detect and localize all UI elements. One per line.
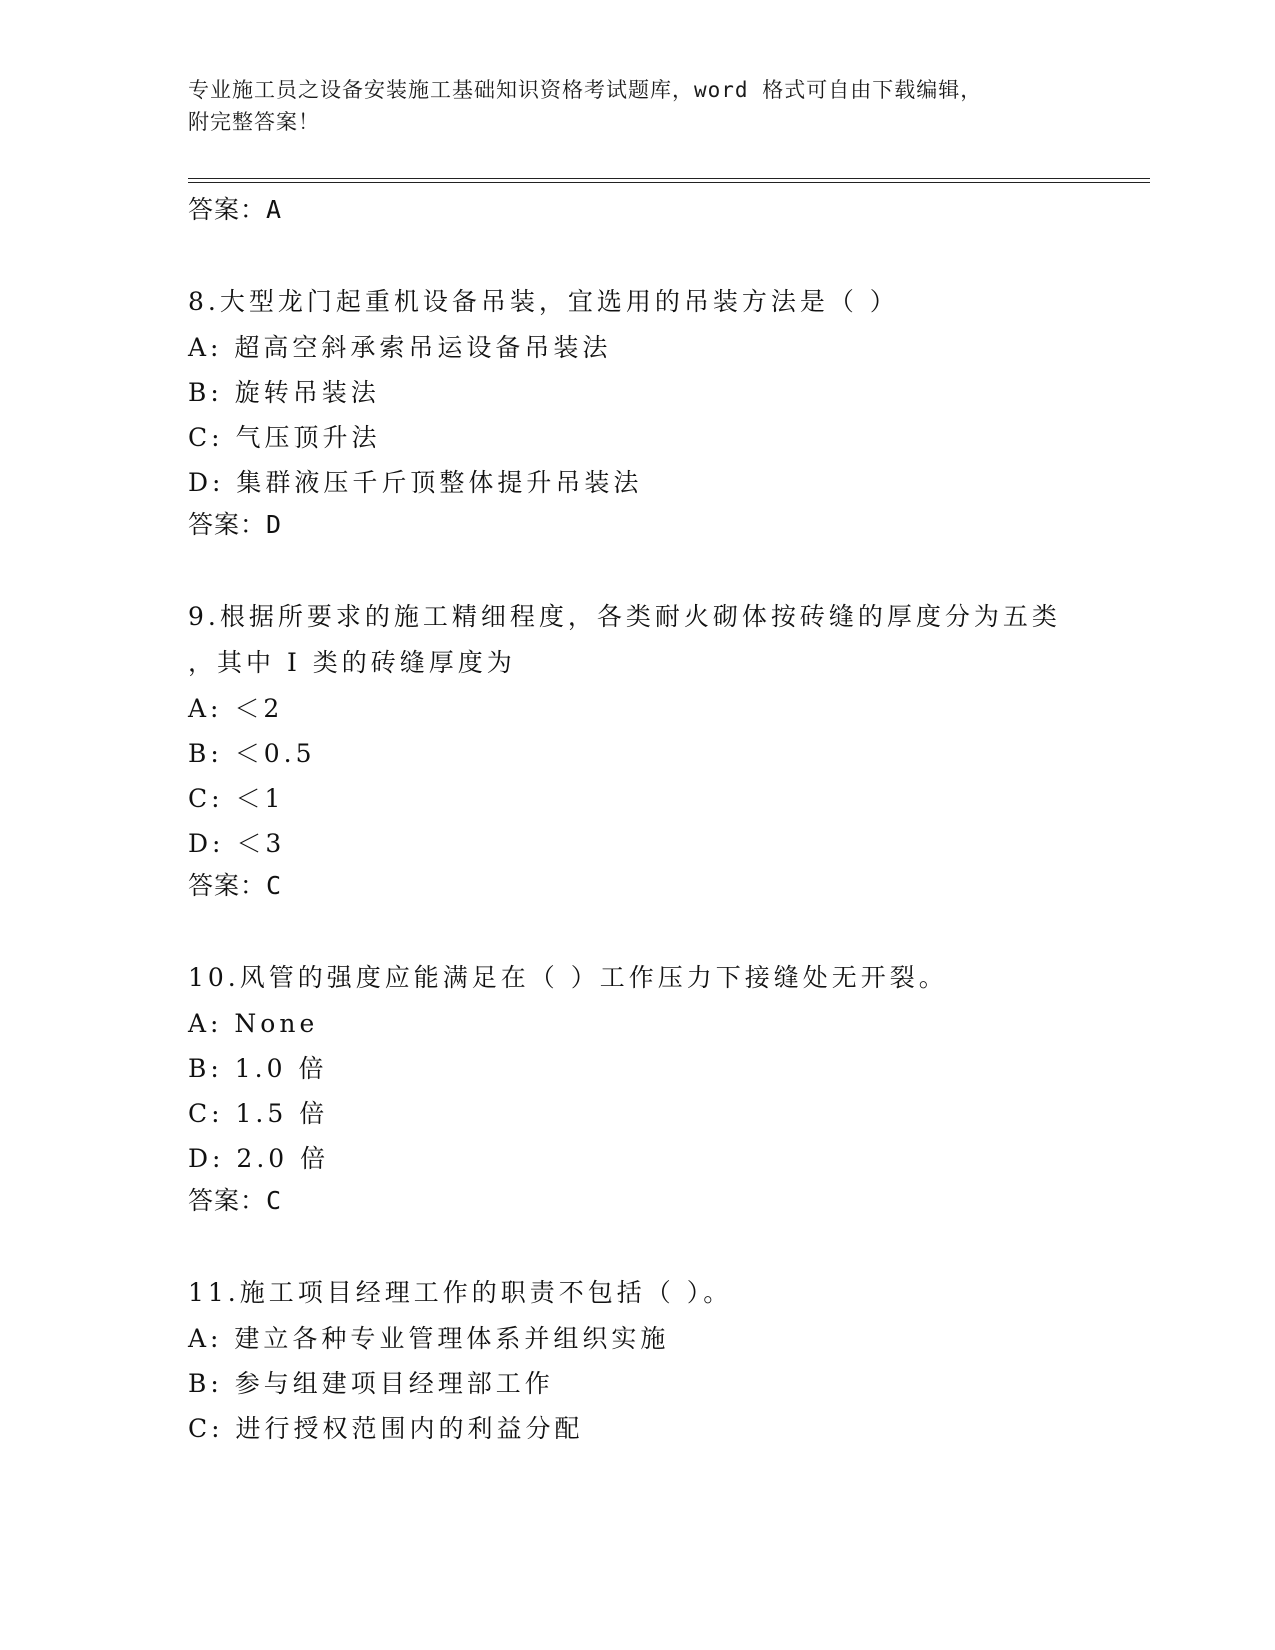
option-a: A: None — [188, 1009, 319, 1038]
option-d: D: ＜3 — [188, 829, 286, 858]
option-b: B: ＜0.5 — [188, 739, 316, 768]
answer-line — [188, 1181, 1148, 1225]
question-text: 8.大型龙门起重机设备吊装，宜选用的吊装方法是（ ） — [188, 287, 899, 316]
question-text-line-2: ，其中 I 类的砖缝厚度为 — [188, 648, 516, 677]
header-divider — [188, 178, 1150, 183]
question-text: 10.风管的强度应能满足在（ ）工作压力下接缝处无开裂。 — [188, 963, 948, 992]
question-block — [188, 955, 1148, 1225]
option-d: D: 2.0 倍 — [188, 1144, 330, 1173]
option-b: B: 参与组建项目经理部工作 — [188, 1369, 554, 1398]
spacer — [188, 234, 1148, 279]
answer-line — [188, 190, 1148, 234]
option-c: C: ＜1 — [188, 784, 285, 813]
question-block — [188, 594, 1148, 910]
option-a: A: ＜2 — [188, 694, 284, 723]
option-c: C: 1.5 倍 — [188, 1099, 329, 1128]
question-block — [188, 1270, 1148, 1451]
option-b: B: 旋转吊装法 — [188, 378, 380, 407]
option-c: C: 进行授权范围内的利益分配 — [188, 1414, 584, 1443]
answer-label: 答案： — [188, 510, 267, 539]
answer-value: A — [266, 195, 283, 224]
question-text-line-1: 9.根据所要求的施工精细程度，各类耐火砌体按砖缝的厚度分为五类 — [188, 602, 1061, 631]
answer-value: D — [266, 510, 283, 539]
answer-value: C — [266, 871, 283, 900]
header-line-2: 附完整答案！ — [188, 110, 320, 134]
option-c: C: 气压顶升法 — [188, 423, 381, 452]
option-b: B: 1.0 倍 — [188, 1054, 328, 1083]
document-header — [188, 74, 1068, 138]
answer-label: 答案： — [188, 871, 267, 900]
spacer — [188, 910, 1148, 955]
answer-label: 答案： — [188, 1186, 267, 1215]
option-a: A: 建立各种专业管理体系并组织实施 — [188, 1324, 670, 1353]
answer-line — [188, 866, 1148, 910]
question-text: 11.施工项目经理工作的职责不包括（ ）。 — [188, 1278, 733, 1307]
question-list — [188, 190, 1148, 1451]
answer-label: 答案： — [188, 195, 267, 224]
header-line-1: 专业施工员之设备安装施工基础知识资格考试题库，word 格式可自由下载编辑， — [188, 78, 983, 102]
answer-line — [188, 505, 1148, 549]
spacer — [188, 549, 1148, 594]
answer-value: C — [266, 1186, 283, 1215]
option-a: A: 超高空斜承索吊运设备吊装法 — [188, 333, 612, 362]
option-d: D: 集群液压千斤顶整体提升吊装法 — [188, 468, 643, 497]
question-block — [188, 279, 1148, 549]
spacer — [188, 1225, 1148, 1270]
